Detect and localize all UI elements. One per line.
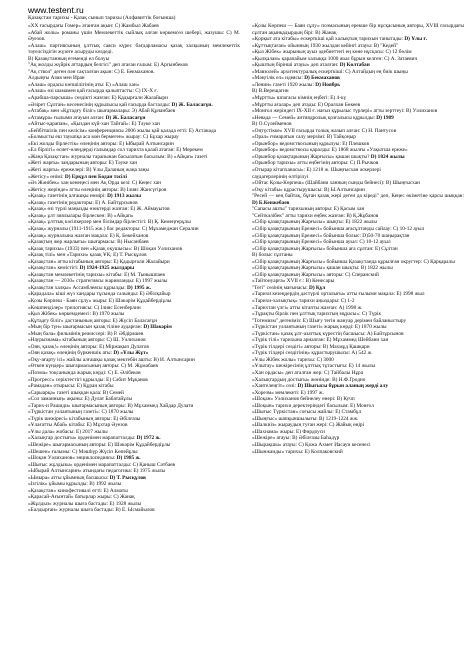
left-column: [28, 23, 240, 659]
answer-text: D) Бекмаханов: [304, 75, 340, 82]
question-line: «Алаш» ордасы көпшілігінің аты: Е) «Алаш хан»: [28, 81, 140, 88]
question-line: "Тегі" сөзінің мағынасы: D) Құл: [252, 284, 326, 291]
answer-text: D) 1995 ж.: [127, 284, 152, 291]
question-line: «Сібір қазақтарының Жарғысы» авторы: С) Сперанский: [252, 271, 379, 278]
question-line: «Қазақ» ұлт зиялылары бірлескен: В) «Айқап»: [28, 212, 134, 219]
question-line: «Монғол жеріндегі ІХ-ХІІ ғ. нағыз құрылыс түрлері» атты зерттеуі: В) Уәлиханов: [252, 108, 438, 115]
question-line: «Қылқалам» қарапайым халыққа 1000 жыл бұрын келген: С) А. Затаевич: [252, 55, 418, 62]
question-line: «Балдырған» журналы шыға бастады: В) Е. Ысмайылов: [28, 507, 155, 514]
question-line: Алдыңғы Азия мен Иран: [28, 75, 85, 82]
question-line: «Қазақтың жер жарлығы» шығармасы: В) Нысанбаев: [28, 239, 149, 246]
question-line: В) Қазақстанның егеменді ел болуы: [28, 55, 110, 62]
question-line: «Поэма» тоқсанында жарық көрді: С) Е. Әлібеков: [28, 369, 141, 376]
question-line: «Шежіре» атауы: В) Әбілғазы Баһадүр: [252, 435, 340, 442]
question-line: «Ұлытау» шежіресінің ұлттық тұтастығы: Е) 14 жылы: [252, 363, 376, 370]
document-title: Қазақстан тарихы - Қазақ сынып тарихы (Алфавиттік боғынша): [28, 15, 176, 21]
question-line: «Сібір қазақтарының Жарғысы» қашан шықты: В) 1822 жылы: [252, 265, 393, 272]
question-line: «Хан ордасы» деп аталған жер: С) Тайбалы Нұра: [252, 369, 364, 376]
answer-text: D) Көлтабан: [339, 62, 370, 69]
question-line: «Халықтар достығы» орденімен марапатталды: D) 1972 ж.: [28, 435, 161, 442]
question-line: «Сібір қазақтарының Ережесі» бойынша ағасұлтанды сайлау: С) 10-12 ауыл: [252, 225, 425, 232]
question-line: «Прогресс» серіктестігі құрылды: Е) Сәбит Мұқанов: [28, 376, 148, 383]
answer-text: D) 1989: [376, 114, 394, 121]
question-line: «Сібір қазақтарының Жарғысы» бойынша Қазақстанда құрылған округтер: С) Қарқаралы: [252, 258, 455, 265]
question-line: «Әзірет Сұлтан» кесенесінің құрылысы қай ғасырда басталды: D) Ж. Баласағұн.: [28, 101, 213, 108]
question-line: «Түрік шежіресі» кітабының авторы: Е) Әбілғазы: [28, 415, 141, 422]
question-line: «Шалкиіз» жыраудың туған жері: С) Жайық өңірі: [252, 422, 365, 429]
question-line: «Оқу-ағарту ісі» жайлы алғашқы қазақ мектебін ашты: В) И. Алтынсарин: [28, 356, 195, 363]
question-line: «ХХ ғасырдағы Гомер» атанған ақын: С) Жамбыл Жабаев: [28, 23, 159, 29]
question-line: «Екі жолды бірлестік» өлеңінің авторы: Е) Ыбырай Алтынсарин: [28, 140, 174, 147]
question-line: «Шырақшы» атауы: С) Қожа Ахмет Иасауи кесенесі: [252, 442, 371, 448]
question-line: «Хантелеңгіт» сөзі: D) Шығысы бұрын аланың жерді алу: [252, 383, 389, 390]
question-line: «Ел бірлігі» өсиет-өлеңдерді ғалымдар сол тарихта қалай атаған: Е) Мерекем: [28, 147, 203, 154]
question-line: «Жаңа Қазақстан» журналы тарапынан басылатын басылым: В) «Айқап» газеті: [28, 153, 208, 160]
question-line: «Жұлдыз» журналы шыға бастады: Е) 1928 жылы: [28, 500, 142, 507]
answer-text: D) Ж. Баласағұн.: [171, 101, 213, 108]
answer-text: D) Шәкәрім: [143, 324, 172, 331]
question-line: «Мың бір түн» шығармасын қазақ тіліне аударған: D) Шәкәрім: [28, 324, 172, 331]
question-line: "Ақ ствол" деген пән сақталған ақын: С) Е. Бекмаханов.: [28, 68, 155, 75]
answer-text: D) Шығысы бұрын аланың жерді алу: [297, 383, 389, 390]
answer-text: D) «Ұлы Жұт»: [113, 350, 149, 357]
question-line: «Қарасай-Ағынтай» батырлар жыры: С) Жанақ: [28, 494, 135, 501]
question-line: «Қазақстан мемлекетінің тарихы» кітабы: Е) М. Тынышпаев: [28, 271, 165, 278]
question-line: «Қарадала» кіші жүз хандары тұсында салынды: Е) Әбілқайыр: [28, 291, 171, 298]
question-line: «Бейбітшілік пен келісім» конференциясы 2006 жылы қай қалада өтті: Е) Астанада: [28, 127, 217, 134]
question-line: «Қозы Көрпеш — Баян сұлу» поэмасының ерекше бір нұсқасының авторы, ХVIII ғасырдағы сұлтан ақынқадырдың бірі: В) Жанақ: [252, 23, 464, 36]
question-line: «Көшпенділер» трилогиясы: С) Ілияс Есенберлин: [28, 304, 141, 311]
question-line: «Қазақстан» атты кітабының авторы: Е) Қадырғали Жалайыри: [28, 258, 170, 265]
question-line: «Наурызнама» кітабының авторы: С) Ш. Уәлиханов: [28, 337, 146, 344]
question-line: «Ұлағатты Абай» кітабы: Е) Мұхтар Әуезов: [28, 422, 128, 429]
answer-text: D) Ерқұл пен Бодан тәсілі: [64, 173, 127, 180]
question-line: «Орал» ғимаратын салу мерзімі: В) Тайқоңыр: [252, 134, 356, 141]
question-line: «Сібір қазақтарының Ережесі» бойынша болыс: D)50-70 шаңырақтан: [252, 232, 410, 239]
question-line: «Атамұра» ғылыми атауын алған: D) Ж. Баласағұн: [28, 114, 146, 121]
right-column: [252, 23, 464, 659]
question-line: «Қазақстан халқы» Ассамблеясы құрылды: D) 1995 ж.: [28, 284, 152, 291]
question-line: «Болмысты еш тауыпқа аса мән бермеген» жырау: С) Бұхар жырау: [28, 134, 179, 141]
question-line: «Шоқын» тарихи деректеріндегі басылым: Е) Монғол: [252, 402, 374, 409]
question-line: «Тарихи кезеңдердің дәстүрлі орталығы» атты ғылыми мақала: Е) 1998 жыл: [252, 291, 425, 298]
question-line: «Өткен күндер» шығармасының авторы: С) М. Жұмабаев: [28, 363, 158, 370]
question-line: «Құттықтаған» ойынның 1930 жылдан кейінгі атауы: В) "Кедей": [252, 42, 399, 49]
question-line: «Қазақстан» кемістігі: D) 1924-1925 жылдары: [28, 265, 135, 272]
question-line: «Шығыс Түркістан» соғысы жайлы: Е) Стамбұл: [252, 409, 362, 416]
question-line: «Түрік тілдері сөздігінің» құрастырушысы: А) 542 ж.: [252, 350, 373, 357]
text-columns: [28, 23, 464, 659]
question-line: «Орынбор» ведомствосы қаралды: Е) 1868 жылғы «Уақытша ереже»: [252, 147, 408, 154]
question-line: «Хорезм» мемлекеті: Е) 1997 ж.: [252, 389, 324, 396]
question-line: «Сібір қазақтарының Ережесі» бойынша ауыл: С) 10-12 ауыл: [252, 239, 391, 246]
question-line: "Ақ жолды жүйрік аттардың белгісі" деп атаған ғалым: Е) Аргынбеков: [28, 62, 188, 69]
question-line: «Оян қазақ» өлеңінің бүркеншік аты: D) «Ұлы Жұт»: [28, 350, 149, 357]
question-line: «Қыштың бірінші атауы» деп аталған: D) Көлтабан: [252, 62, 370, 69]
question-line: «Қорқыт ата кітабы» ескерткіші қай халықтың тарихын танытады: D) Ұлы ғ.: [252, 36, 428, 43]
question-line: «Орынбор тарихы» атты еңбегінің авторы: С) П.Рычков: [252, 160, 379, 167]
question-line: «Сол заманның» ақыны: Е) Дулат Бабатайұлы: [28, 396, 133, 403]
question-line: «Түркістан уәлаятының газеті» жарық көрді: Е) 1870 жылы: [252, 324, 387, 331]
question-line: «Ыбырай Алтынсарин» атындағы педагогика: Е) 1975 жылы: [28, 468, 166, 475]
question-line: «Қазақстан — 2030» стратегиясы жарияланды: Е) 1997 жылы: [28, 278, 168, 285]
answer-text: D) 1824 жылы: [370, 153, 405, 160]
question-line: «Мавзолей» архитектуралық ескерткіші: С) Алтайдың ең биік шыңы: [252, 68, 408, 75]
answer-text: D) 1972 ж.: [136, 435, 161, 442]
question-line: «Әз Жәнібек» хан кенеңесі мен Ақ Орда кезі: С) Кеңес хан: [28, 180, 161, 187]
question-line: «Айтыс-қарапан», «Қыздан күй-хан Тайғай»: Е) Тәуке хан: [28, 121, 160, 128]
question-line: «Тұрақты бірлік пен ұлттық тарихтың мұрасы»: С) Түрік: [252, 311, 382, 318]
question-line: «Қазақ» журналы (1911-1915 жж.) бас редакторы: С) Мұхамеджан Сералин: [28, 225, 199, 232]
answer-text: D) Құл: [309, 284, 326, 291]
question-line: «Ұлы дала» жобасы: Е) 2017 жылы: [28, 428, 108, 435]
question-line: "Сапасы ашты" тарихының авторы: Е) Қасым хан: [252, 206, 365, 213]
question-line: «Ленин» газеті 1920 жылы: D) Ноябрь: [252, 81, 341, 88]
question-line: «Оян, қазақ!» өлеңінің авторы: Е) Міржақып Дулатов: [28, 343, 149, 350]
question-line: В) болыс сұлтаны: [252, 252, 293, 259]
question-line: «Шахнама» жыры: Е) Фирдоуси: [252, 428, 325, 435]
question-line: «Қазақстан» кинофестивалі өтті: Е) Алматы: [28, 487, 128, 494]
question-line: «Жетісу жерінде» атты өлеңінің авторы: В) Ілияс Жансүгіров: [28, 186, 167, 193]
answer-text: D) 1924-1925 жылдары: [79, 265, 135, 272]
question-line: «Тайтонуарға» ХVІІ ғ.: В) Кенесары: [252, 278, 335, 285]
question-line: «Ұлы Жібек жолы» тарихы: С) 3000: [252, 356, 334, 363]
question-line: В) О.Сүлейменов: [252, 121, 292, 128]
question-line: «Түркістан» қазақ ұлт-азаттық күрестің басшысы: А) Байтұрсынов: [252, 330, 404, 337]
answer-text: D) 1985 ж.: [116, 455, 141, 462]
question-line: «Шығыс жұлдызы» орденімен марапатталды: С) Қаныш Сәтбаев: [28, 461, 176, 468]
question-line: «Алаш» өзі шамамен қай ғасырда қалыптасты: С) IX-X ғ.: [28, 88, 158, 95]
question-line: «Қазақ» өзі түрлі маңызды өзектерді жазған: Е) Ж. Аймауытов: [28, 206, 170, 213]
question-line: «Тарихи-халықтық» тарихи аңыздары: С) 1-2: [252, 297, 355, 304]
question-line: «Ізгілік» ұйымы құрылды: В) 1992 жылы: [28, 481, 122, 488]
question-line: «Сібір қазақтарының Жарғысы» шықты: Е) 1822 жылы: [252, 219, 377, 226]
question-line: «Шынжанды» тарихы: Е) Колпаковский: [252, 448, 343, 455]
question-line: «Оқу кітабы» құрастырушысы: В) Ы.Алтынсарин: [252, 186, 365, 193]
question-line: «Тарихтан үлгі» атты кітапты жазған: А) 1998 ж.: [252, 304, 363, 311]
question-line: «Жетісу» өнімі: D) Ерқұл пен Бодан тәсілі: [28, 173, 127, 180]
question-line: «Түрік тілі» тарихына арналған: Е) Мұхаммед Шейбани хан: [252, 337, 389, 344]
question-line: «Ойтас Қозы-Көрпеш» (Шайбани ханның сынды бейнесі): В) Шыңғысхан: [252, 180, 420, 187]
answer-text: D) Ноябрь: [315, 81, 341, 88]
question-line: «Қыз Жібек» жырының ауыз әдебиеттегі ең көне нұсқасы: С) 12 бөлім: [252, 49, 412, 56]
question-line: «Орынбор» ведомствосының құрылуы: Е) Плешков: [252, 140, 369, 147]
question-line: «Сарыарқа» газеті шыққан қала: В) Семей: [28, 389, 124, 396]
question-line: «Мұртты ағалар» деп атады: Е) Оралхан Бөкеев: [252, 101, 361, 108]
question-line: «Арабша-парсыша» сөздікті жазған: Е) Қадырғали Жалайыри: [28, 95, 168, 102]
answer-text: D) Т. Рысқұлов: [109, 474, 146, 481]
question-line: «Тарих-и Рашиди» шығармасының авторы: В) Мұхаммед Хайдар Дулати: [28, 402, 194, 409]
question-line: «Ымыра» атты ұйымның басшысы: D) Т. Рысқұлов: [28, 474, 146, 481]
answer-text: D) Б.Кенжебаев: [252, 199, 290, 206]
question-line: «Шоқан» Уәлиханов бейнелеу өнері: В) Кучп: [252, 396, 355, 403]
question-line: «Атабақ» мен «Құтадғу біліг» шығармалары: Э) Абай Құнанбаев: [28, 108, 176, 115]
question-line: «Мұртты» шпагасы кімнің еңбегі: Е) 4-кү: [252, 95, 347, 102]
question-line: «Отырар кітапханасы»: Е) 1218 ж. Шыңғысхан әскерлері: [252, 167, 381, 174]
question-line: «Мың бала» фильмінің режиссері: В) Р. Әбдірәшев: [28, 330, 144, 337]
question-line: «Шежіре» шығармасының авторы: Е) Шәкәрім Құдайбердіұлы: [28, 442, 171, 448]
question-line: «Алаш» партиясының ұлттық саяси күрес бағдарламасы қазақ халқының мемлекеттік тәуелсіздігін жүзеге асыруды көздеді.: [28, 42, 240, 56]
question-line: «Абай жолы» романы үшін Мемлекеттік сыйлық алған көркемсөз шебері, жазушы: С) М. Әуезов.: [28, 29, 240, 43]
question-line: «Түрік тілдері сөздігі» авторы: В) Махмұд Қашқари: [252, 343, 370, 350]
question-line: «Қозы Көрпеш - Баян сұлу» жыры: Е) Шәкәрім Құдайбердіұлы: [28, 297, 172, 304]
question-line: «Орынбор қазақтарының Жарғысы» қашан шықты? D) 1824 жылы: [252, 153, 405, 160]
question-line: «Түркістан уәлаятының газеті»: С) 1870 жылы: [28, 409, 134, 416]
question-line: «Сібір қазақтарының Жарғысы» бойынша аға сұлтан: Е) Сұлтан: [252, 245, 398, 252]
question-line: «Невада — Семей» антиядролық қозғалысы құрылды: D) 1989: [252, 114, 394, 121]
question-line: «Қазақ» газетінің редакторы: Е) А. Байтұрсынов: [28, 199, 138, 206]
question-line: «Қазақ тілі» мен «Тарихи» қазақ ҰҚ: Е) Т. Рысқұлов: [28, 252, 147, 259]
question-line: «Жеті жарғы» ережелері: В) Ұлы Даланың жаңа заңы: [28, 167, 150, 174]
answer-text: D) Ұлы ғ.: [404, 36, 428, 43]
question-line: «Қазақ» журналына жазған мақала: Е) Қ. Бөкейханов: [28, 232, 149, 239]
question-line: саудагерлерінің өлтірілуі: [252, 173, 309, 180]
question-line: «Оңтүстікке» ХVІІ ғасырда толық жазып алған: С) Н. Пантусов: [252, 127, 397, 134]
question-line: "Сейткәлібек" атты тарихи еңбек жазған: В) Қ.Жұбанов: [252, 212, 379, 219]
question-line: "Тотемизм" дегеніміз: Е) Шығу тегін жануар дерімен байланыстыру: [252, 317, 407, 324]
question-line: «Шоқан Уәлиханов» энциклопедиясы: D) 1985 ж.: [28, 455, 141, 462]
question-line: «Рамадан» отырысы: Е) Құран кітабы: [28, 383, 114, 390]
question-line: В) В.Верещагин: [252, 88, 289, 95]
question-line: «Қазақ» ұлттық кәсіпкерлер мен білімдар бірлестігі: В) Қ. Кемеңгерұлы: [28, 219, 191, 226]
question-line: «Қыз Жібек» көркемдемесі: В) 1970 жылы: [28, 311, 125, 318]
question-line: «Жеті жарғы» заңдарының авторы: Е) Тәуке хан: [28, 160, 138, 167]
answer-text: D) 1913 жылы: [107, 193, 141, 200]
question-line: «Шыңғыс» шапқыншылығы: В) 1219-1224 жж.: [252, 415, 359, 422]
site-url[interactable]: www.testent.ru: [28, 5, 84, 15]
question-line: «Халықтардың достығы» жөнінде: В) Н.Ф.Гродно: [252, 376, 366, 383]
question-line: «Қазақ» газетінің алғашқы нөмірі: D) 1913 жылы: [28, 193, 141, 200]
question-line: «Мәңгілік ел» идеясы: D) Бекмаханов: [252, 75, 340, 82]
answer-text: D) Ж. Баласағұн: [105, 114, 146, 121]
question-line: «Шешен» ғалымы: С) Мәшһүр Жүсіп Көпейұлы: [28, 448, 138, 455]
question-line: "Ресей — кең байтақ, бұған қазақ жері деген да кіреді" деп, Кеңес өкіметіне қарсы шыққан: D) Б.Кенжебаев: [252, 193, 464, 206]
question-line: «Қазақ тарихы» (1933) пен «Қазақ оқушысы»: В) Шоқан Уәлиханов: [28, 245, 182, 252]
question-line: «Құтадғу біліг» дастанының авторы: Е) Жүсіп Баласағұн: [28, 317, 158, 324]
